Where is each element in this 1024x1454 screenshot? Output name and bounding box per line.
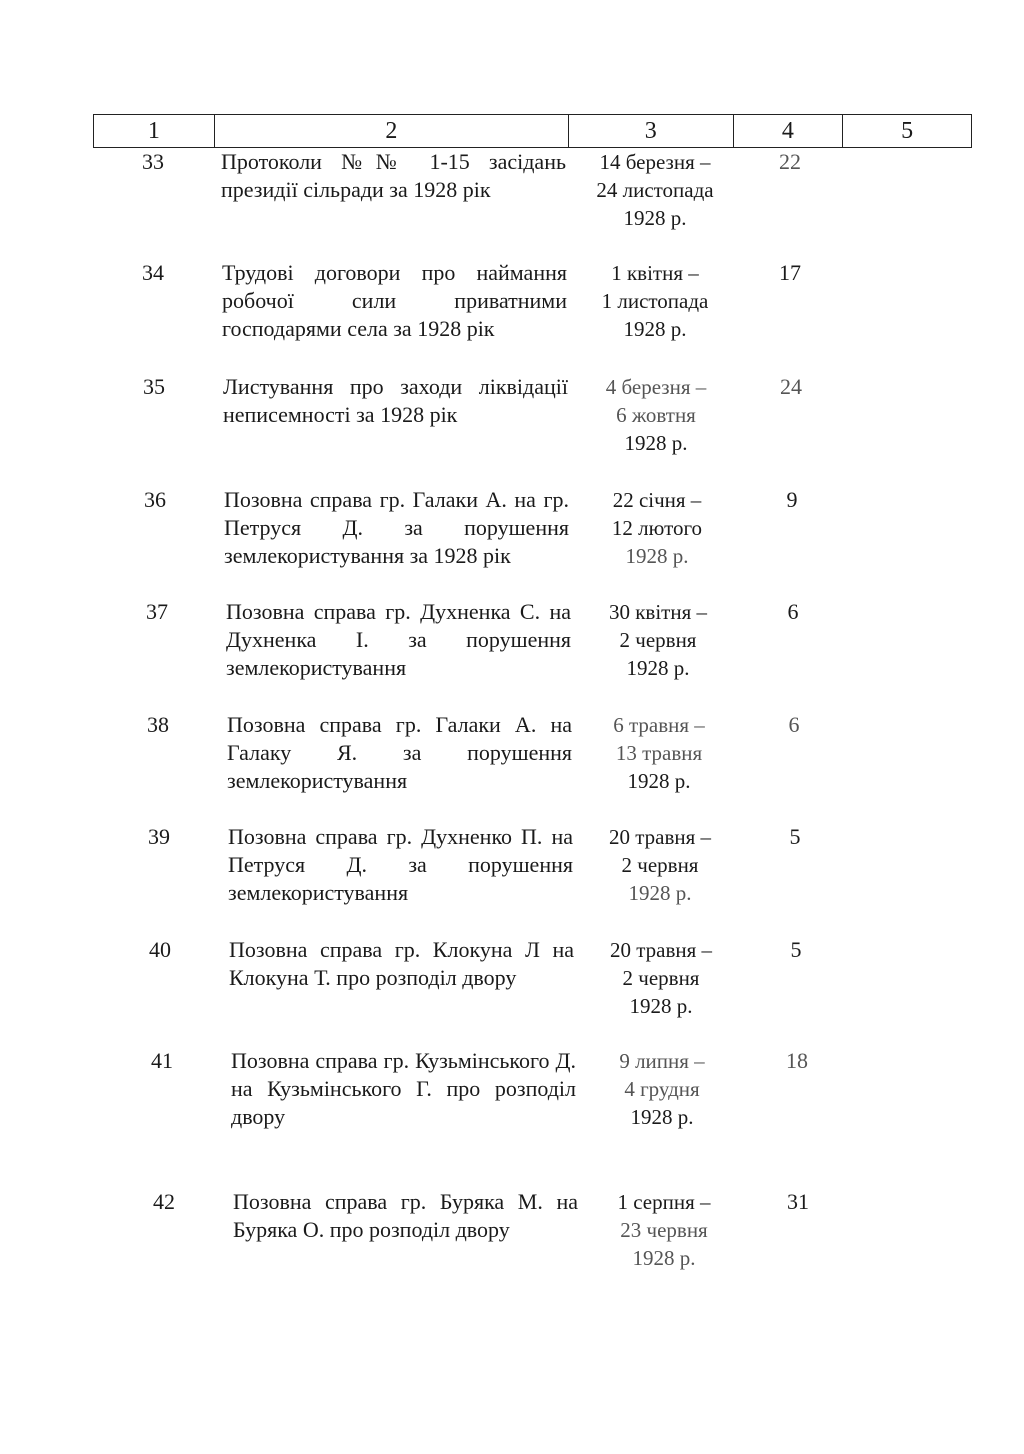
entry-sheets: 17 bbox=[779, 260, 801, 285]
entry-dates bbox=[575, 823, 745, 907]
column-header-notes: 5 bbox=[842, 115, 971, 147]
entry-dates bbox=[572, 486, 742, 570]
entry-number: 33 bbox=[142, 149, 164, 174]
date-year: 1928 р. bbox=[629, 994, 693, 1018]
entry-number: 36 bbox=[144, 487, 166, 512]
column-header-sheets: 4 bbox=[733, 115, 843, 147]
entry-title: Позовна справа гр. Кузьмінського Д. на Кузьмінського Г. про розподіл двору bbox=[231, 1048, 576, 1129]
entry-dates bbox=[570, 259, 740, 343]
entry-title: Позовна справа гр. Клокуна Л на Клокуна Т. про розподіл двору bbox=[229, 937, 574, 990]
date-from: 20 травня – bbox=[609, 938, 713, 962]
date-from: 20 травня – bbox=[608, 825, 712, 849]
date-year: 1928 р. bbox=[624, 431, 688, 455]
entry-sheets: 18 bbox=[786, 1048, 808, 1073]
entry-number: 39 bbox=[148, 824, 170, 849]
date-to: 4 грудня bbox=[624, 1077, 700, 1101]
entry-title: Позовна справа гр. Галаки А. на гр. Петруся Д. за порушення землекористування за 1928 рік bbox=[224, 487, 569, 568]
date-from: 9 липня – bbox=[619, 1049, 705, 1073]
entry-sheets: 22 bbox=[779, 149, 801, 174]
entry-sheets: 6 bbox=[788, 712, 800, 737]
date-from: 1 квітня – bbox=[611, 261, 699, 285]
date-from: 1 серпня – bbox=[617, 1190, 711, 1214]
date-year: 1928 р. bbox=[623, 206, 687, 230]
entry-sheets: 5 bbox=[790, 937, 802, 962]
entry-dates bbox=[577, 1047, 747, 1131]
entry-dates bbox=[570, 148, 740, 232]
date-year: 1928 р. bbox=[628, 881, 692, 905]
date-to: 12 лютого bbox=[611, 516, 703, 540]
date-year: 1928 р. bbox=[625, 544, 689, 568]
entry-dates bbox=[571, 373, 741, 457]
date-from: 22 січня – bbox=[612, 488, 702, 512]
entry-dates bbox=[576, 936, 746, 1020]
entry-title: Позовна справа гр. Галаки А. на Галаку Я. за порушення землекористування bbox=[227, 712, 572, 793]
date-to: 13 травня bbox=[615, 741, 703, 765]
table-header bbox=[93, 114, 972, 148]
date-year: 1928 р. bbox=[623, 317, 687, 341]
column-header-number: 1 bbox=[147, 117, 160, 144]
date-to: 2 червня bbox=[619, 628, 697, 652]
entry-sheets: 6 bbox=[787, 599, 799, 624]
entry-number: 35 bbox=[143, 374, 165, 399]
entry-dates bbox=[574, 711, 744, 795]
entry-title: Протоколи №№ 1-15 засідань президії сільради за 1928 рік bbox=[221, 149, 566, 202]
date-to: 2 червня bbox=[622, 966, 700, 990]
entry-title: Позовна справа гр. Духненка С. на Духненка І. за порушення землекористування bbox=[226, 599, 571, 680]
date-year: 1928 р. bbox=[627, 769, 691, 793]
entry-number: 42 bbox=[153, 1189, 175, 1214]
entry-number: 34 bbox=[142, 260, 164, 285]
entry-number: 41 bbox=[151, 1048, 173, 1073]
date-year: 1928 р. bbox=[630, 1105, 694, 1129]
date-year: 1928 р. bbox=[626, 656, 690, 680]
date-from: 30 квітня – bbox=[608, 600, 708, 624]
entry-title: Позовна справа гр. Буряка М. на Буряка О. про розподіл двору bbox=[233, 1189, 578, 1242]
date-to: 24 листопада bbox=[596, 178, 714, 202]
entry-title: Трудові договори про наймання робочої сили приватними господарями села за 1928 рік bbox=[222, 260, 567, 341]
date-from: 6 травня – bbox=[613, 713, 705, 737]
entry-dates bbox=[573, 598, 743, 682]
date-to: 23 червня bbox=[620, 1218, 708, 1242]
entry-number: 40 bbox=[149, 937, 171, 962]
entry-title: Листування про заходи ліквідації неписемності за 1928 рік bbox=[223, 374, 568, 427]
date-from: 14 березня – bbox=[599, 150, 711, 174]
date-to: 1 листопада bbox=[601, 289, 709, 313]
column-header-title: 2 bbox=[214, 115, 568, 147]
entry-sheets: 5 bbox=[789, 824, 801, 849]
date-to: 2 червня bbox=[621, 853, 699, 877]
entry-sheets: 9 bbox=[786, 487, 798, 512]
date-from: 4 березня – bbox=[605, 375, 707, 399]
date-year: 1928 р. bbox=[632, 1246, 696, 1270]
entry-sheets: 24 bbox=[780, 374, 802, 399]
entry-sheets: 31 bbox=[787, 1189, 809, 1214]
entry-number: 38 bbox=[147, 712, 169, 737]
date-to: 6 жовтня bbox=[616, 403, 696, 427]
entry-number: 37 bbox=[146, 599, 168, 624]
entry-title: Позовна справа гр. Духненко П. на Петруся Д. за порушення землекористування bbox=[228, 824, 573, 905]
column-header-dates: 3 bbox=[568, 115, 733, 147]
entry-dates bbox=[579, 1188, 749, 1272]
